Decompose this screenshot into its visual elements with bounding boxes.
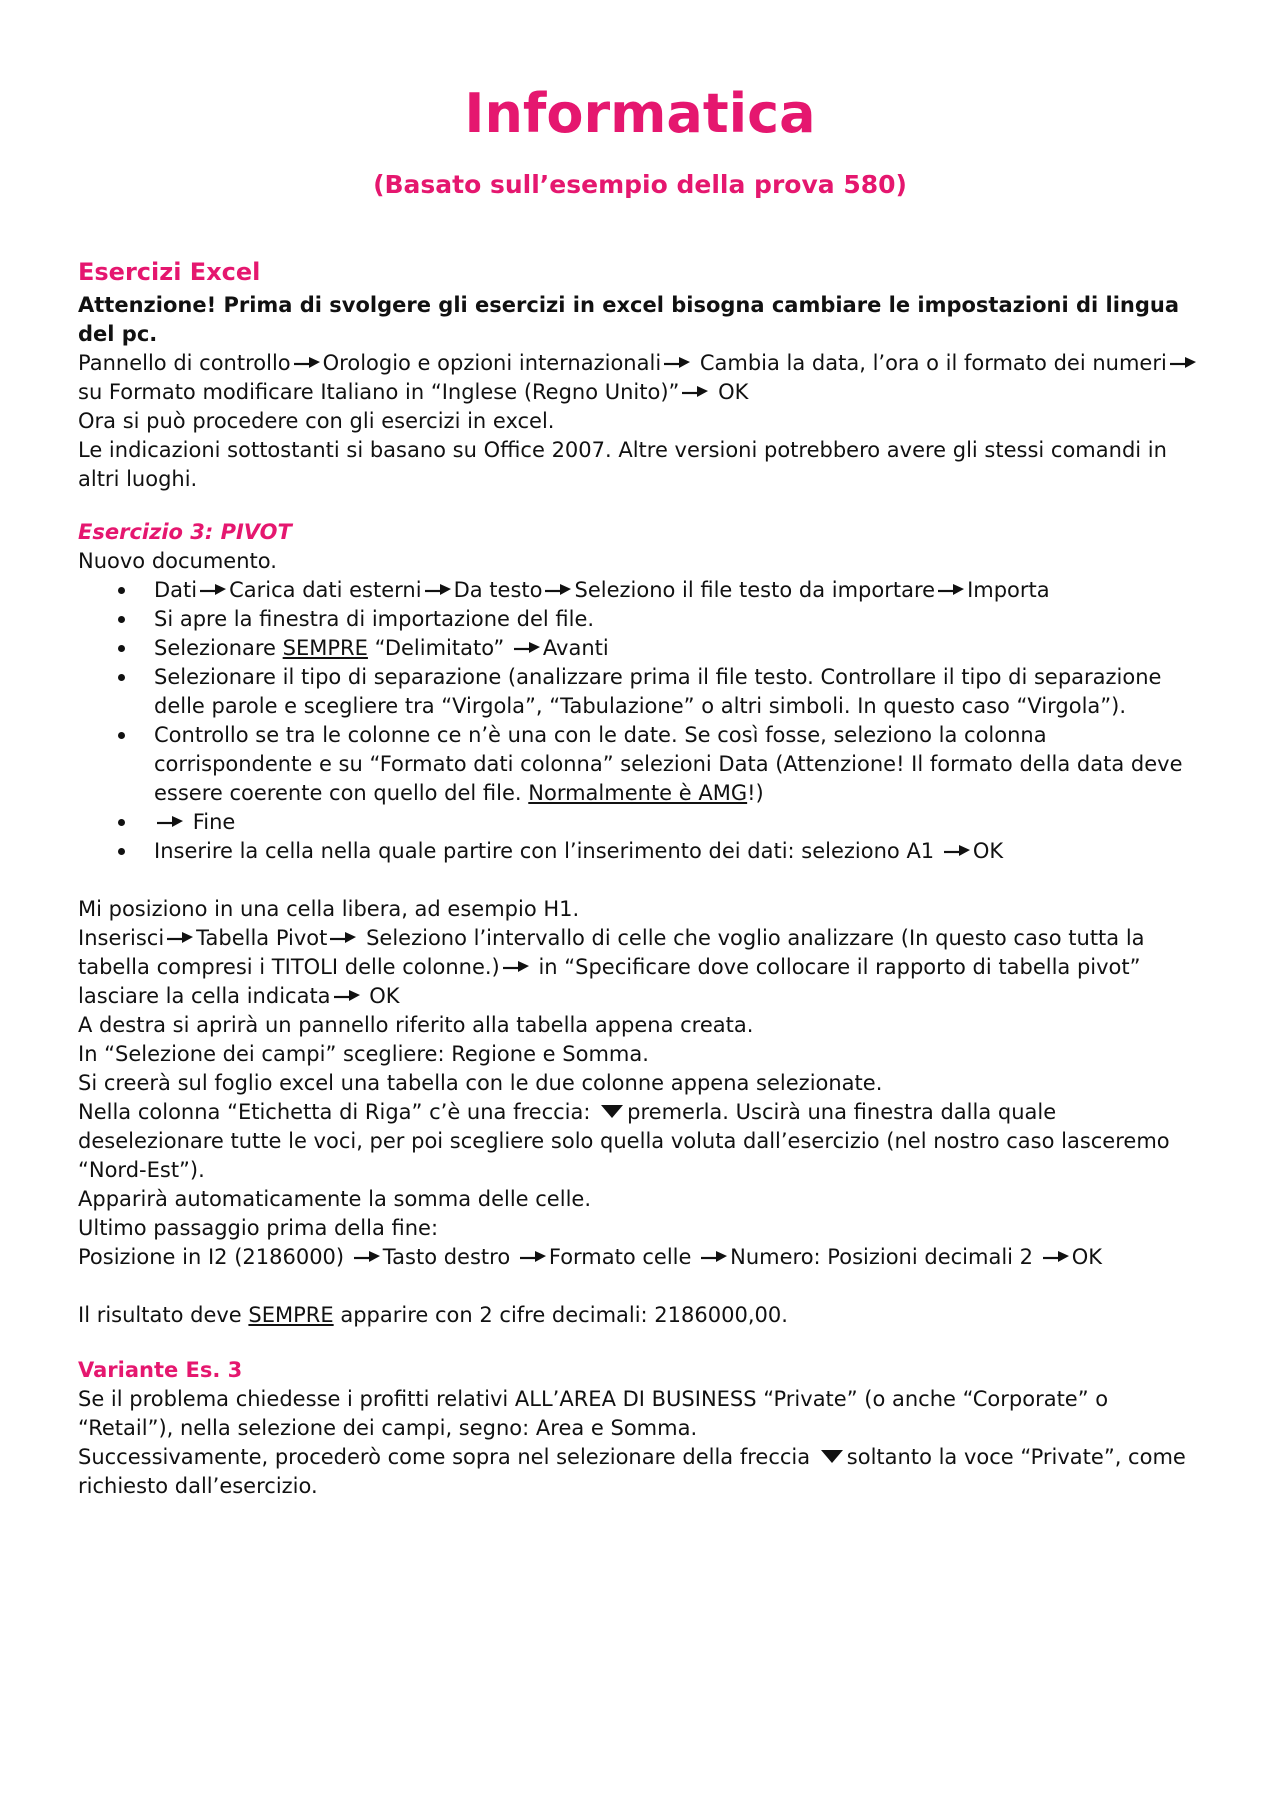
import-steps-list (78, 576, 1208, 866)
arrow-right-icon (519, 1245, 547, 1263)
arrow-right-icon (293, 351, 321, 369)
path-step: Importa (967, 578, 1050, 602)
arrow-right-icon (166, 926, 194, 944)
arrow-right-icon (1042, 1245, 1070, 1263)
path-step: Posizione in I2 (2186000) (78, 1245, 345, 1269)
format-path (78, 1243, 1208, 1272)
proceed-note: Ora si può procedere con gli esercizi in excel. (78, 409, 555, 433)
arrow-right-icon (199, 578, 227, 596)
path-step: OK (718, 380, 749, 404)
fields-note: In “Selezione dei campi” scegliere: Regione e Somma. (78, 1042, 649, 1066)
list-item (154, 576, 1208, 605)
step-text: Selezionare (154, 636, 276, 660)
variant-paragraph-1: Se il problema chiedesse i profitti relativi ALL’AREA DI BUSINESS “Private” (o anche “Corporate” o “Retail”), nella selezione dei campi, segno: Area e Somma. (78, 1387, 1109, 1440)
step-text: Fine (192, 810, 236, 834)
variant-paragraph-2 (78, 1443, 1208, 1501)
step-text: premerla. Uscirà una finestra dalla quale deselezionare tutte le voci, per poi scegliere solo quella voluta dall’esercizio (nel nostro caso lasceremo “Nord-Est”). (78, 1100, 1170, 1182)
path-step: Cambia la data, l’ora o il formato dei numeri (699, 351, 1167, 375)
list-item: Selezionare il tipo di separazione (analizzare prima il file testo. Controllare il tipo di separazione delle parole e scegliere tra “Virgola”, “Tabulazione” o altri simboli. In questo caso “Virgola”). (154, 663, 1208, 721)
arrow-right-icon (937, 578, 965, 596)
table-note: Si creerà sul foglio excel una tabella con le due colonne appena selezionate. (78, 1071, 883, 1095)
arrow-right-icon (544, 578, 572, 596)
spacer (78, 866, 1208, 895)
exercise-heading: Esercizio 3: PIVOT (78, 520, 292, 544)
path-step: in “Specificare dove collocare il rapporto di tabella pivot” lasciare la cella indicata (78, 955, 1141, 1008)
path-step: Carica dati esterni (229, 578, 422, 602)
path-step: Tasto destro (382, 1245, 511, 1269)
step-text: Nella colonna “Etichetta di Riga” c’è una freccia: (78, 1100, 591, 1124)
step-text: Avanti (542, 636, 609, 660)
arrow-right-icon (156, 810, 184, 828)
list-item (154, 721, 1208, 808)
result-note (78, 1301, 1208, 1330)
path-step: Seleziono l’intervallo di celle che voglio analizzare (In questo caso tutta la tabella compresi i TITOLI delle colonne.) (78, 926, 1145, 979)
spacer (78, 1272, 1208, 1301)
path-step: su Formato modificare Italiano in “Inglese (Regno Unito)” (78, 380, 680, 404)
arrow-right-icon (502, 955, 530, 973)
path-step: OK (369, 984, 400, 1008)
panel-note: A destra si aprirà un pannello riferito alla tabella appena creata. (78, 1013, 754, 1037)
arrow-right-icon (1169, 351, 1197, 369)
step-text: apparire con 2 cifre decimali: 2186000,00. (340, 1303, 788, 1327)
free-cell-note: Mi posiziono in una cella libera, ad esempio H1. (78, 897, 580, 921)
page-title: Informatica (464, 82, 816, 145)
arrow-right-icon (513, 636, 541, 654)
arrow-right-icon (424, 578, 452, 596)
list-item (154, 808, 1208, 837)
path-step: Seleziono il file testo da importare (574, 578, 936, 602)
dropdown-triangle-icon (819, 1444, 845, 1462)
path-step: Formato celle (548, 1245, 692, 1269)
page-subtitle: (Basato sull’esempio della prova 580) (373, 170, 907, 199)
step-text: “Delimitato” (374, 636, 505, 660)
path-step: Numero: Posizioni decimali 2 (730, 1245, 1034, 1269)
path-step: Dati (154, 578, 198, 602)
arrow-right-icon (943, 839, 971, 857)
last-step-note: Ultimo passaggio prima della fine: (78, 1216, 439, 1240)
step-text: Inserire la cella nella quale partire con l’inserimento dei dati: seleziono A1 (154, 839, 935, 863)
section-heading-excel: Esercizi Excel (78, 258, 261, 286)
settings-path (78, 349, 1208, 407)
path-step: OK (1071, 1245, 1103, 1269)
step-text: !) (747, 781, 764, 805)
path-step: Tabella Pivot (196, 926, 328, 950)
sum-note: Apparirà automaticamente la somma delle celle. (78, 1187, 591, 1211)
arrow-right-icon (353, 1245, 381, 1263)
list-item (154, 634, 1208, 663)
insert-pivot-path (78, 924, 1208, 1011)
path-step: Da testo (453, 578, 543, 602)
step-text: soltanto la voce “Private”, come richiesto dall’esercizio. (78, 1445, 1186, 1498)
arrow-right-icon (663, 351, 691, 369)
variant-heading: Variante Es. 3 (78, 1358, 243, 1382)
list-item: Si apre la finestra di importazione del file. (154, 605, 1208, 634)
underlined-text: Normalmente è AMG (528, 781, 748, 805)
list-item (154, 837, 1208, 866)
language-warning: Attenzione! Prima di svolgere gli esercizi in excel bisogna cambiare le impostazioni di lingua del pc. (78, 293, 1179, 346)
step-text: OK (972, 839, 1004, 863)
arrow-right-icon (333, 984, 361, 1002)
path-step: Inserisci (78, 926, 165, 950)
step-text: Controllo se tra le colonne ce n’è una con le date. Se così fosse, seleziono la colonna corrispondente e su “Formato dati colonna” selezioni Data (Attenzione! Il formato della data deve essere coerente con quello del file. (154, 723, 1183, 805)
document-body (78, 255, 1208, 1501)
arrow-right-icon (329, 926, 357, 944)
office-note: Le indicazioni sottostanti si basano su Office 2007. Altre versioni potrebbero avere gli stessi comandi in altri luoghi. (78, 438, 1167, 491)
arrow-right-icon (700, 1245, 728, 1263)
dropdown-triangle-icon (599, 1099, 625, 1117)
path-step: Orologio e opzioni internazionali (322, 351, 662, 375)
arrow-right-icon (681, 380, 709, 398)
filter-note (78, 1098, 1208, 1185)
path-step: Pannello di controllo (78, 351, 291, 375)
step-text: Successivamente, procederò come sopra nel selezionare della freccia (78, 1445, 811, 1469)
step-text: Il risultato deve (78, 1303, 242, 1327)
underlined-text: SEMPRE (248, 1303, 334, 1327)
underlined-text: SEMPRE (282, 636, 368, 660)
new-document: Nuovo documento. (78, 549, 277, 573)
